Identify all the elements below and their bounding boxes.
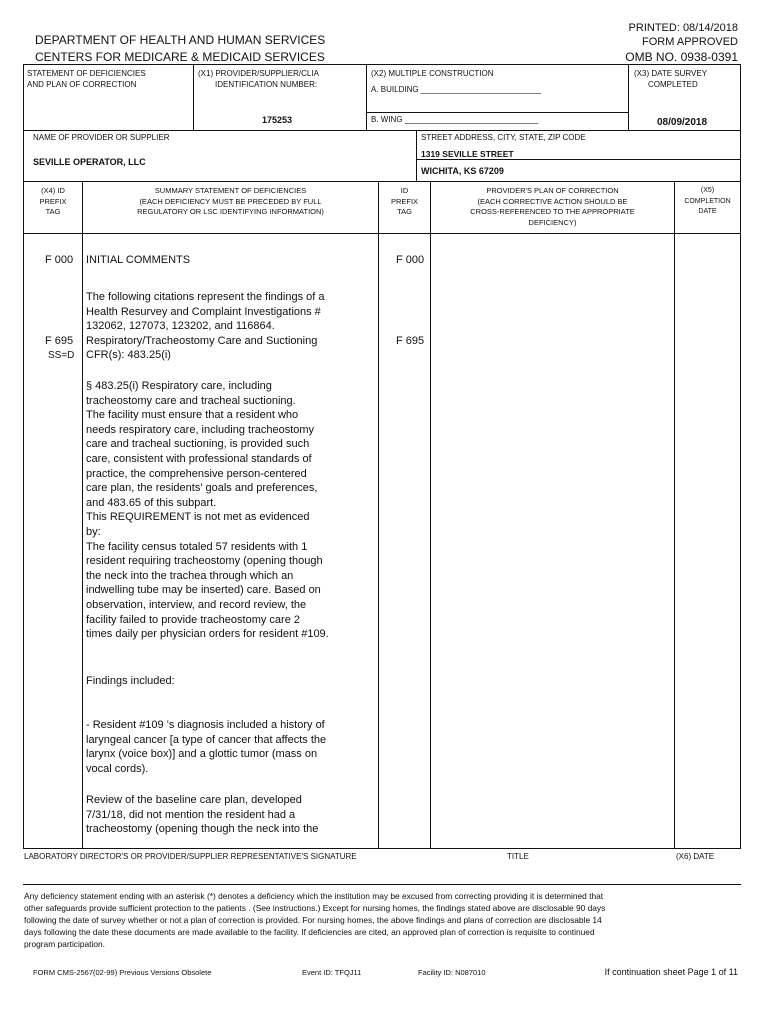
provider-id-label-2: IDENTIFICATION NUMBER:	[215, 80, 318, 89]
grid-line	[366, 112, 628, 113]
plan-header: PROVIDER'S PLAN OF CORRECTION (EACH CORRECTIVE ACTION SHOULD BE CROSS-REFERENCED TO THE APPROPRIATE DEFICIENCY)	[470, 186, 635, 227]
care-plan-paragraph: Review of the baseline care plan, developed 7/31/18, did not mention the resident had a tracheostomy (opening though the neck into the	[86, 794, 319, 836]
grid-line	[628, 64, 629, 130]
tag-f000-left: F 000	[45, 254, 74, 266]
printed-date: PRINTED: 08/14/2018	[628, 22, 738, 34]
grid-line	[416, 130, 417, 181]
grid-line	[23, 130, 741, 131]
summary-header: SUMMARY STATEMENT OF DEFICIENCIES (EACH DEFICIENCY MUST BE PRECEDED BY FULL REGULATORY OR LSC IDENTIFYING INFORMATION)	[137, 186, 324, 216]
multiple-construction-label: (X2) MULTIPLE CONSTRUCTION	[371, 69, 494, 78]
department-title: DEPARTMENT OF HEALTH AND HUMAN SERVICES	[35, 33, 326, 47]
omb-number: OMB NO. 0938-0391	[625, 50, 738, 64]
form-approved: FORM APPROVED	[642, 36, 738, 48]
grid-line	[378, 181, 379, 848]
title-label: TITLE	[507, 852, 529, 861]
tag-f695-left: F 695	[45, 335, 74, 347]
facility-id: Facility ID: N087010	[418, 968, 486, 977]
provider-name-value: SEVILLE OPERATOR, LLC	[33, 157, 146, 167]
address-label: STREET ADDRESS, CITY, STATE, ZIP CODE	[421, 133, 586, 142]
survey-date-value: 08/09/2018	[657, 117, 708, 128]
form-number: FORM CMS-2567(02-99) Previous Versions Obsolete	[33, 968, 212, 977]
scope-severity: SS=D	[48, 350, 75, 361]
wing-field: B. WING ______________________________	[371, 115, 539, 124]
findings-heading: Findings included:	[86, 675, 175, 687]
signature-label: LABORATORY DIRECTOR'S OR PROVIDER/SUPPLIER REPRESENTATIVE'S SIGNATURE	[24, 852, 357, 861]
street-address: 1319 SEVILLE STREET	[421, 149, 514, 159]
initial-comments: INITIAL COMMENTS	[86, 254, 191, 266]
statement-label: STATEMENT OF DEFICIENCIES	[27, 69, 146, 78]
citations-paragraph: The following citations represent the findings of a Health Resurvey and Complaint Investigations # 132062, 127073, 123202, and 116864. Respiratory/Tracheostomy Care and Suctioning CFR(s): 483.25(i)	[86, 291, 325, 362]
grid-line	[366, 64, 367, 130]
provider-id-value: 175253	[262, 115, 293, 125]
centers-title: CENTERS FOR MEDICARE & MEDICAID SERVICES	[35, 50, 325, 64]
disclosure-footnote: Any deficiency statement ending with an asterisk (*) denotes a deficiency which the institution may be excused from correcting providing it is determined that other safeguards provide sufficient protection to the patients . (See instructions.) Except for nursing homes, the findings stated above are disclosable 90 days following the date of survey whether or not a plan of correction is provided. For nursing homes, the above findings and plans of correction are disclosable 14 days following the date these documents are made available to the facility. If deficiencies are cited, an approved plan of correction is requisite to continued program participation.	[24, 891, 606, 949]
provider-id-label: (X1) PROVIDER/SUPPLIER/CLIA	[198, 69, 319, 78]
provider-name-label: NAME OF PROVIDER OR SUPPLIER	[33, 133, 170, 142]
grid-line	[23, 181, 741, 182]
continuation-page: If continuation sheet Page 1 of 11	[604, 967, 738, 977]
grid-line	[23, 884, 741, 885]
grid-line	[23, 64, 24, 848]
statement-label-2: AND PLAN OF CORRECTION	[27, 80, 137, 89]
survey-date-label-2: COMPLETED	[648, 80, 698, 89]
grid-line	[430, 181, 431, 848]
grid-line	[193, 64, 194, 130]
building-field: A. BUILDING ___________________________	[371, 85, 541, 94]
grid-line	[82, 181, 83, 848]
survey-date-label: (X3) DATE SURVEY	[634, 69, 708, 78]
requirement-paragraph: § 483.25(i) Respiratory care, including tracheostomy care and tracheal suctioning. The facility must ensure that a resident who needs respiratory care, including tracheostomy care and tracheal suctioning, is provided such care, consistent with professional standards of practice, the comprehensive person-centered care plan, the residents' goals and preferences, and 483.65 of this subpart. This REQUIREMENT is not met as evidenced by: The facility census totaled 57 residents with 1 resident requiring tracheostomy (opening though the neck into the trachea through which an indwelling tube may be inserted) care. Based on observation, interview, and record review, the facility failed to provide tracheostomy care 2 times daily per physician orders for resident #109.	[86, 380, 329, 641]
tag-f000-right: F 000	[396, 254, 425, 266]
x4-header: (X4) ID PREFIX TAG	[39, 186, 67, 216]
diagnosis-paragraph: - Resident #109 's diagnosis included a history of laryngeal cancer [a type of cancer that affects the larynx (voice box)] and a glottic tumor (mass on vocal cords).	[86, 719, 327, 775]
city-state-zip: WICHITA, KS 67209	[421, 166, 504, 176]
grid-line	[674, 181, 675, 848]
grid-line	[23, 848, 741, 849]
grid-line	[23, 233, 741, 234]
grid-line	[23, 64, 741, 65]
event-id: Event ID: TFQJ11	[302, 968, 362, 977]
tag-f695-right: F 695	[396, 335, 425, 347]
grid-line	[740, 64, 741, 848]
id-header: ID PREFIX TAG	[390, 186, 419, 216]
x5-header: (X5) COMPLETION DATE	[684, 187, 731, 215]
grid-line	[416, 159, 741, 160]
date-label: (X6) DATE	[676, 852, 715, 861]
